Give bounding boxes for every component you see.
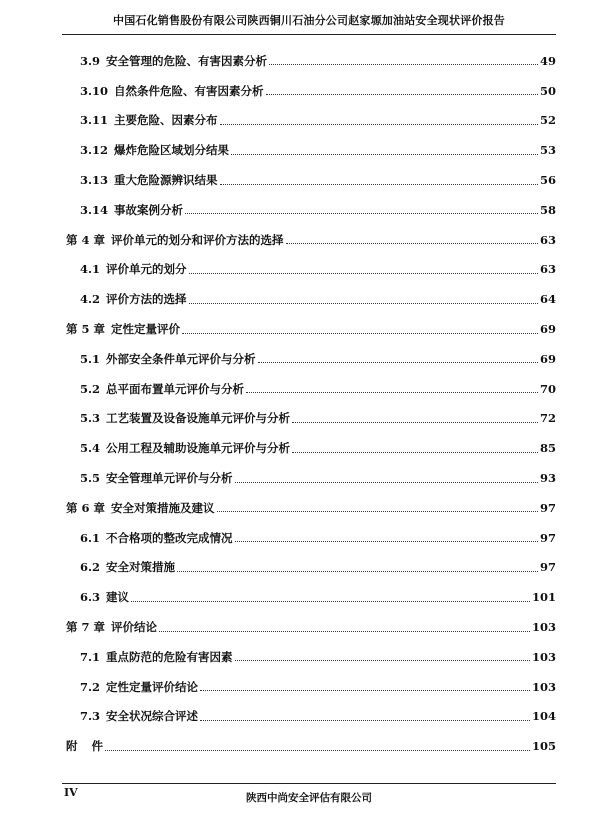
footer-divider (62, 783, 556, 784)
toc-entry-title: 安全对策措施 (106, 560, 176, 575)
toc-dot-leader (177, 571, 538, 572)
toc-entry-number: 6.2 (80, 560, 101, 575)
toc-entry-title: 公用工程及辅助设施单元评价与分析 (106, 441, 291, 456)
toc-entry-page: 97 (539, 560, 556, 575)
toc-entry-page: 53 (539, 143, 556, 158)
toc-entry[interactable] (62, 344, 556, 374)
toc-entry-number: 3.12 (80, 143, 109, 158)
toc-entry[interactable] (62, 374, 556, 404)
toc-entry-page: 49 (539, 53, 556, 68)
toc-entry-page: 101 (531, 590, 556, 605)
toc-dot-leader (266, 94, 538, 95)
toc-entry-page: 69 (539, 351, 556, 366)
toc-entry-number: 5.2 (80, 381, 101, 396)
toc-dot-leader (159, 631, 530, 632)
toc-entry-number: 3.11 (80, 113, 109, 128)
toc-entry[interactable] (62, 553, 556, 583)
toc-entry-title: 安全管理的危险、有害因素分析 (106, 53, 268, 68)
toc-dot-leader (105, 750, 530, 751)
toc-entry-number: 5.1 (80, 351, 101, 366)
toc-entry-page: 50 (539, 83, 556, 98)
toc-entry[interactable] (62, 702, 556, 732)
toc-entry-title: 安全状况综合评述 (106, 709, 199, 724)
toc-entry[interactable] (62, 165, 556, 195)
toc-entry-page: 72 (539, 411, 556, 426)
toc-dot-leader (269, 64, 538, 65)
toc-entry[interactable] (62, 106, 556, 136)
toc-entry-page: 85 (539, 441, 556, 456)
toc-entry-number: 7.3 (80, 709, 101, 724)
toc-entry-title: 安全管理单元评价与分析 (106, 471, 233, 486)
header-divider (62, 34, 556, 35)
toc-dot-leader (200, 720, 530, 721)
toc-entry-number: 6.3 (80, 590, 101, 605)
toc-entry[interactable] (62, 284, 556, 314)
page-header-title: 中国石化销售股份有限公司陕西铜川石油分公司赵家塬加油站安全现状评价报告 (113, 14, 505, 27)
toc-dot-leader (189, 303, 538, 304)
toc-entry-title: 评价单元的划分 (106, 262, 187, 277)
toc-entry-page: 97 (539, 500, 556, 515)
toc-dot-leader (231, 154, 538, 155)
toc-entry[interactable] (62, 76, 556, 106)
toc-entry-page: 69 (539, 322, 556, 337)
toc-dot-leader (200, 690, 530, 691)
toc-entry-title: 事故案例分析 (114, 202, 184, 217)
toc-entry-title: 爆炸危险区域划分结果 (114, 143, 230, 158)
toc-entry-title: 定性定量评价 (111, 322, 181, 337)
toc-entry-number: 3.13 (80, 173, 109, 188)
toc-entry-number: 3.9 (80, 53, 101, 68)
toc-entry-number: 5.5 (80, 471, 101, 486)
toc-entry-page: 63 (539, 262, 556, 277)
footer-company-name: 陕西中尚安全评估有限公司 (246, 792, 372, 804)
toc-entry-number: 7.2 (80, 679, 101, 694)
footer-page-number: IV (64, 786, 78, 799)
toc-entry-title: 总平面布置单元评价与分析 (106, 381, 245, 396)
toc-entry[interactable] (62, 433, 556, 463)
toc-entry-title: 不合格项的整改完成情况 (106, 530, 233, 545)
toc-entry-page: 63 (539, 232, 556, 247)
toc-entry-page: 52 (539, 113, 556, 128)
toc-entry[interactable] (62, 612, 556, 642)
toc-dot-leader (182, 333, 538, 334)
toc-dot-leader (235, 482, 538, 483)
toc-entry-number: 7.1 (80, 649, 101, 664)
table-of-contents (62, 46, 556, 761)
toc-entry-title: 定性定量评价结论 (106, 679, 199, 694)
toc-entry-title: 重点防范的危险有害因素 (106, 649, 233, 664)
toc-entry-title: 外部安全条件单元评价与分析 (106, 351, 256, 366)
toc-entry-number: 附 (66, 739, 78, 754)
toc-entry-title: 建议 (106, 590, 130, 605)
toc-entry[interactable] (62, 731, 556, 761)
toc-dot-leader (292, 452, 538, 453)
toc-entry-number: 5.4 (80, 441, 101, 456)
toc-entry-page: 56 (539, 173, 556, 188)
toc-dot-leader (246, 392, 538, 393)
toc-entry-number: 5.3 (80, 411, 101, 426)
toc-entry-page: 105 (531, 739, 556, 754)
toc-entry-number: 3.10 (80, 83, 109, 98)
toc-entry-title: 工艺装置及设备设施单元评价与分析 (106, 411, 291, 426)
toc-entry-number: 4.2 (80, 292, 101, 307)
toc-entry-page: 103 (531, 679, 556, 694)
toc-dot-leader (235, 541, 538, 542)
toc-entry[interactable] (62, 195, 556, 225)
toc-entry-page: 64 (539, 292, 556, 307)
toc-entry-number: 第 4 章 (66, 232, 106, 247)
toc-entry-number: 6.1 (80, 530, 101, 545)
toc-dot-leader (189, 273, 538, 274)
toc-entry-number: 4.1 (80, 262, 101, 277)
toc-entry-number: 第 7 章 (66, 620, 106, 635)
toc-entry[interactable] (62, 672, 556, 702)
toc-entry-page: 70 (539, 381, 556, 396)
toc-entry-page: 93 (539, 471, 556, 486)
toc-entry-page: 104 (531, 709, 556, 724)
toc-entry[interactable] (62, 255, 556, 285)
toc-dot-leader (286, 243, 538, 244)
toc-entry[interactable] (62, 314, 556, 344)
toc-entry[interactable] (62, 642, 556, 672)
toc-dot-leader (258, 362, 538, 363)
toc-dot-leader (220, 124, 538, 125)
toc-entry[interactable] (62, 493, 556, 523)
toc-entry-page: 103 (531, 649, 556, 664)
toc-entry[interactable] (62, 225, 556, 255)
toc-entry-page: 103 (531, 620, 556, 635)
toc-entry[interactable] (62, 523, 556, 553)
toc-dot-leader (185, 213, 538, 214)
toc-entry-title: 主要危险、因素分布 (114, 113, 218, 128)
toc-entry[interactable] (62, 135, 556, 165)
toc-entry[interactable] (62, 463, 556, 493)
toc-entry-title: 安全对策措施及建议 (111, 500, 215, 515)
toc-entry-title: 重大危险源辨识结果 (114, 173, 218, 188)
toc-entry[interactable] (62, 46, 556, 76)
toc-entry[interactable] (62, 582, 556, 612)
toc-dot-leader (131, 601, 530, 602)
toc-entry-page: 97 (539, 530, 556, 545)
toc-dot-leader (217, 511, 538, 512)
toc-entry-number: 3.14 (80, 202, 109, 217)
toc-entry-title: 评价结论 (111, 620, 158, 635)
toc-dot-leader (292, 422, 538, 423)
toc-entry-number: 第 6 章 (66, 500, 106, 515)
toc-dot-leader (220, 184, 538, 185)
toc-dot-leader (235, 660, 530, 661)
toc-entry-title: 件 (91, 739, 103, 754)
toc-entry-title: 评价单元的划分和评价方法的选择 (111, 232, 284, 247)
toc-entry-number: 第 5 章 (66, 322, 106, 337)
toc-entry-title: 评价方法的选择 (106, 292, 187, 307)
toc-entry[interactable] (62, 404, 556, 434)
toc-entry-page: 58 (539, 202, 556, 217)
toc-entry-title: 自然条件危险、有害因素分析 (114, 83, 264, 98)
